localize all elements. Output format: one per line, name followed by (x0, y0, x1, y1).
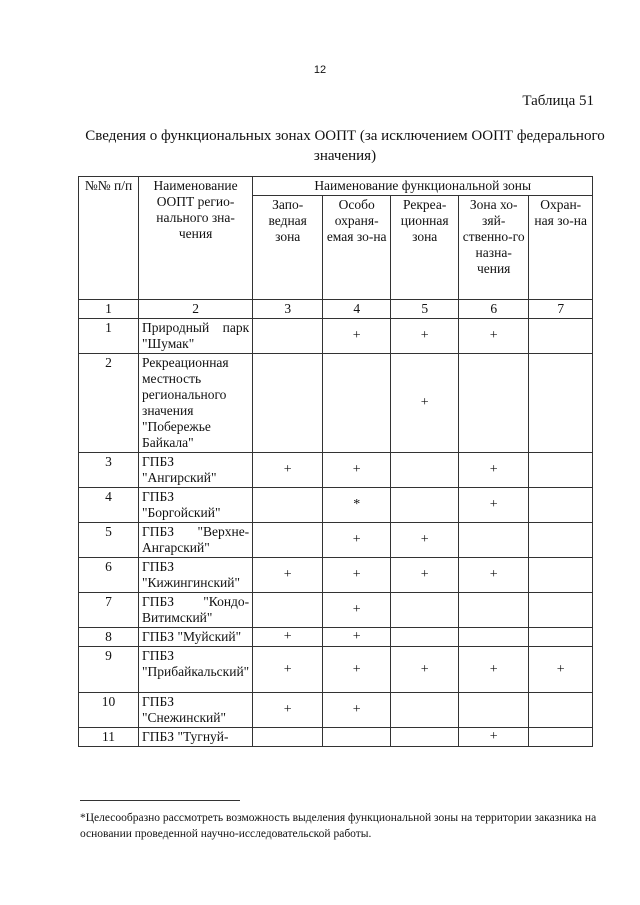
zone-mark (529, 693, 593, 728)
zone-mark (391, 593, 459, 628)
col-number: 4 (323, 300, 391, 319)
zone-mark (529, 558, 593, 593)
col-number: 7 (529, 300, 593, 319)
zone-mark: * (323, 488, 391, 523)
zone-mark: + (391, 647, 459, 693)
header-zone-protected: Особо охраня-емая зо-на (323, 196, 391, 300)
zone-mark: + (529, 647, 593, 693)
header-name: Наименование ООПТ регио-нального зна-чения (139, 177, 253, 300)
zone-mark (529, 523, 593, 558)
zone-mark (391, 728, 459, 747)
zone-mark (459, 354, 529, 453)
zone-mark: + (323, 319, 391, 354)
header-zone-buffer: Охран-ная зо-на (529, 196, 593, 300)
row-number: 8 (79, 628, 139, 647)
zone-mark: + (323, 523, 391, 558)
zone-mark (529, 453, 593, 488)
zone-mark: + (323, 593, 391, 628)
zone-mark: + (253, 628, 323, 647)
header-zone-economic: Зона хо-зяй-ственно-го назна-чения (459, 196, 529, 300)
zone-mark (253, 488, 323, 523)
row-name: ГПБЗ "Боргойский" (139, 488, 253, 523)
zone-mark (253, 728, 323, 747)
zone-mark (529, 593, 593, 628)
zone-mark: + (459, 647, 529, 693)
zone-mark (391, 693, 459, 728)
zone-mark (391, 453, 459, 488)
zone-mark (529, 628, 593, 647)
row-number: 4 (79, 488, 139, 523)
col-number: 6 (459, 300, 529, 319)
row-number: 7 (79, 593, 139, 628)
zone-mark: + (391, 319, 459, 354)
table-row (79, 628, 593, 647)
page-number: 12 (313, 64, 327, 76)
row-number: 2 (79, 354, 139, 453)
table-row (79, 354, 593, 453)
zone-mark: + (323, 693, 391, 728)
zone-mark (391, 488, 459, 523)
header-zone-group: Наименование функциональной зоны (253, 177, 593, 196)
col-number: 3 (253, 300, 323, 319)
row-name: ГПБЗ "Кижингинский" (139, 558, 253, 593)
row-name: Природный парк "Шумак" (139, 319, 253, 354)
zone-mark: + (459, 488, 529, 523)
zone-mark: + (323, 453, 391, 488)
zone-mark (459, 523, 529, 558)
row-number: 1 (79, 319, 139, 354)
row-number: 9 (79, 647, 139, 693)
header-num: №№ п/п (79, 177, 139, 300)
row-name: Рекреационная местность регионального значения "Побережье Байкала" (139, 354, 253, 453)
row-name: ГПБЗ "Прибайкальский" (139, 647, 253, 693)
zone-mark (529, 319, 593, 354)
zone-mark (529, 728, 593, 747)
table-row (79, 319, 593, 354)
row-name: ГПБЗ "Снежинский" (139, 693, 253, 728)
zone-mark: + (459, 453, 529, 488)
row-number: 11 (79, 728, 139, 747)
row-name: ГПБЗ "Кондо-Витимский" (139, 593, 253, 628)
row-name: ГПБЗ "Ангирский" (139, 453, 253, 488)
zone-mark (253, 523, 323, 558)
functional-zones-table (78, 176, 593, 747)
table-row (79, 693, 593, 728)
zone-mark (459, 628, 529, 647)
row-name: ГПБЗ "Верхне-Ангарский" (139, 523, 253, 558)
table-title: Сведения о функциональных зонах ООПТ (за исключением ООПТ федерального значения) (85, 128, 605, 164)
row-name: ГПБЗ "Муйский" (139, 628, 253, 647)
zone-mark: + (391, 354, 459, 453)
zone-mark: + (459, 558, 529, 593)
column-number-row (79, 300, 593, 319)
zone-mark (323, 354, 391, 453)
zone-mark: + (391, 558, 459, 593)
zone-mark (459, 593, 529, 628)
row-name: ГПБЗ "Тугнуй- (139, 728, 253, 747)
col-number: 2 (139, 300, 253, 319)
table-row (79, 728, 593, 747)
row-number: 6 (79, 558, 139, 593)
zone-mark: + (391, 523, 459, 558)
footnote: *Целесообразно рассмотреть возможность выделения функциональной зоны на территории заказника на основании проведенной научно-исследовательской работы. (80, 812, 597, 840)
row-number: 10 (79, 693, 139, 728)
table-row (79, 523, 593, 558)
header-zone-reserved: Запо-ведная зона (253, 196, 323, 300)
table-row (79, 647, 593, 693)
zone-mark: + (253, 647, 323, 693)
zone-mark (529, 488, 593, 523)
row-number: 3 (79, 453, 139, 488)
zone-mark (253, 319, 323, 354)
header-zone-recreation: Рекреа-ционная зона (391, 196, 459, 300)
zone-mark: + (323, 647, 391, 693)
table-row (79, 593, 593, 628)
zone-mark: + (253, 693, 323, 728)
table-label: Таблица 51 (522, 93, 594, 109)
table-row (79, 558, 593, 593)
col-number: 5 (391, 300, 459, 319)
zone-mark: + (253, 558, 323, 593)
zone-mark: + (459, 728, 529, 747)
zone-mark: + (253, 453, 323, 488)
zone-mark: + (459, 319, 529, 354)
zone-mark (391, 628, 459, 647)
footnote-divider (80, 800, 240, 801)
zone-mark (253, 354, 323, 453)
zone-mark: + (323, 558, 391, 593)
row-number: 5 (79, 523, 139, 558)
zone-mark (323, 728, 391, 747)
zone-mark (529, 354, 593, 453)
zone-mark: + (323, 628, 391, 647)
table-row (79, 453, 593, 488)
zone-mark (459, 693, 529, 728)
col-number: 1 (79, 300, 139, 319)
zone-mark (253, 593, 323, 628)
table-row (79, 488, 593, 523)
